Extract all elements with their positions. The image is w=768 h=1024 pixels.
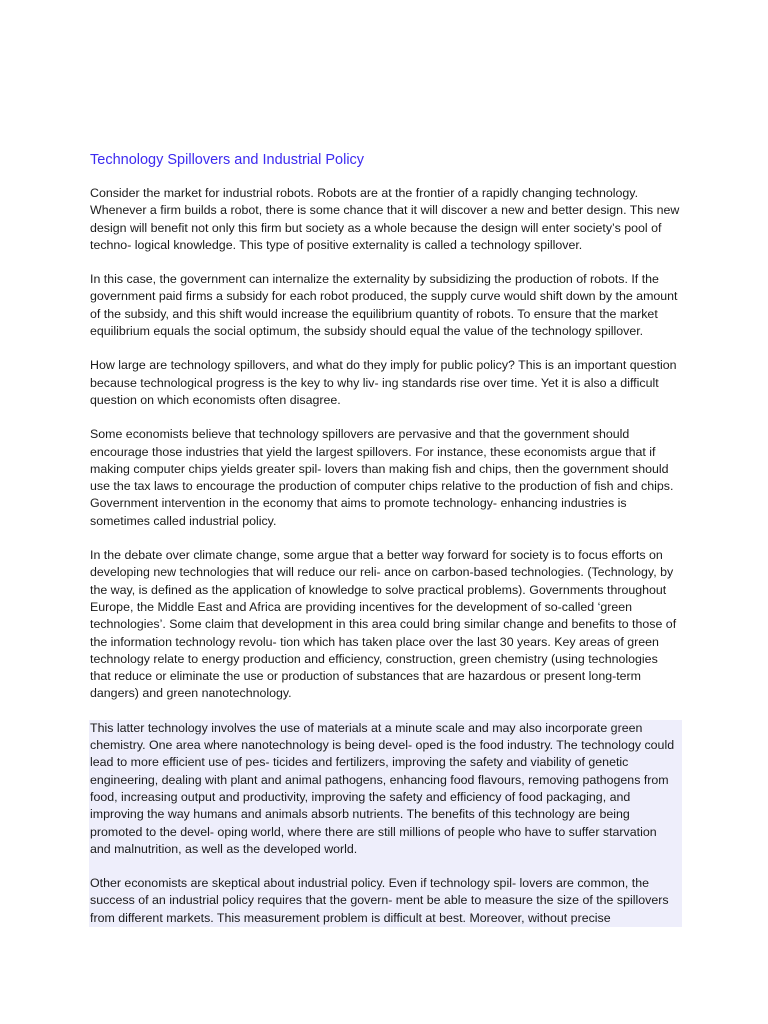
document-title: Technology Spillovers and Industrial Policy <box>90 152 365 168</box>
paragraph-skeptics: Other economists are skeptical about industrial policy. Even if technology spil- lovers are common, the success of an industrial policy requires that the govern- ment be able to measure the size of the spillovers from different markets. This measurement problem is difficult at best. Moreover, without precise <box>89 875 682 927</box>
document-page <box>90 150 680 944</box>
paragraph-nanotechnology: This latter technology involves the use of materials at a minute scale and may also incorporate green chemistry. One area where nanotechnology is being devel- oped is the food industry. The technology could lead to more efficient use of pes- ticides and fertilizers, improving the safety and viability of genetic engineering, dealing with plant and animal pathogens, enhancing food flavours, removing pathogens from food, increasing output and productivity, improving the safety and efficiency of food packaging, and improving the way humans and animals absorb nutrients. The benefits of this technology are being promoted to the devel- oping world, where there are still millions of people who have to suffer starvation and malnutrition, as well as the developed world. <box>89 720 682 875</box>
paragraph-robots-market: Consider the market for industrial robots. Robots are at the frontier of a rapidly changing technology. Whenever a firm builds a robot, there is some chance that it will discover a new and better design. This new design will benefit not only this firm but society as a whole because the design will enter society’s pool of techno- logical knowledge. This type of positive externality is called a technology spillover. <box>90 186 680 252</box>
paragraph-spillover-size: How large are technology spillovers, and what do they imply for public policy? This is an important question because technological progress is the key to why liv- ing standards rise over time. Yet it is also a difficult question on which economists often disagree. <box>90 358 677 407</box>
paragraph-climate-change: In the debate over climate change, some argue that a better way forward for society is to focus efforts on developing new technologies that will reduce our reli- ance on carbon-based technologies. (Technology, by the way, is defined as the application of knowledge to solve practical problems). Governments throughout Europe, the Middle East and Africa are providing incentives for the development of so-called ‘green technologies’. Some claim that development in this area could bring similar change and benefits to those of the information technology revolu- tion which has taken place over the last 30 years. Key areas of green technology relate to energy production and efficiency, construction, green chemistry (using technologies that reduce or eliminate the use or production of substances that are hazardous or present long-term dangers) and green nanotechnology. <box>90 548 677 701</box>
paragraph-subsidy: In this case, the government can internalize the externality by subsidizing the production of robots. If the government paid firms a subsidy for each robot produced, the supply curve would shift down by the amount of the subsidy, and this shift would increase the equilibrium quantity of robots. To ensure that the market equilibrium equals the social optimum, the subsidy should equal the value of the technology spillover. <box>90 272 678 339</box>
paragraph-industrial-policy: Some economists believe that technology spillovers are pervasive and that the government should encourage those industries that yield the largest spillovers. For instance, these economists argue that if making computer chips yields greater spil- lovers than making fish and chips, then the government should use the tax laws to encourage the production of computer chips relative to the production of fish and chips. Government intervention in the economy that aims to promote technology- enhancing industries is sometimes called industrial policy. <box>90 427 674 528</box>
